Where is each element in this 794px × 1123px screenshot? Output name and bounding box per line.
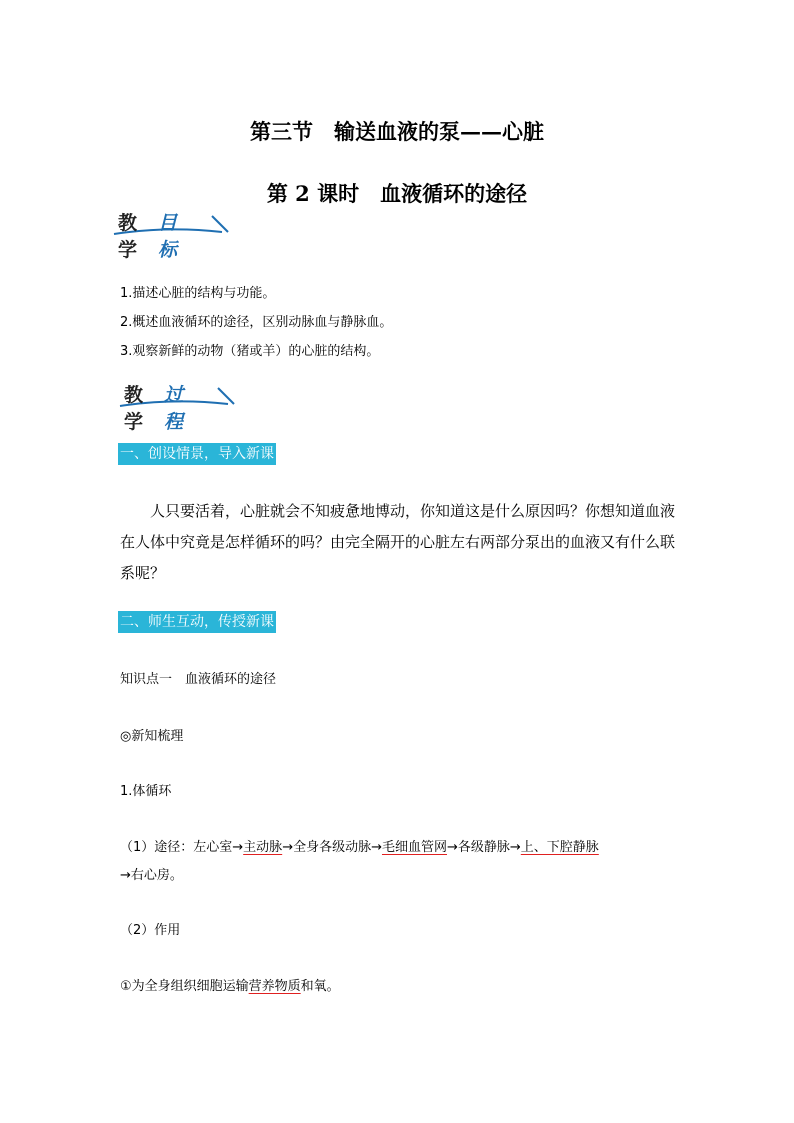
path-text: →各级静脉→ bbox=[447, 840, 521, 855]
function-text: ①为全身组织细胞运输 bbox=[120, 979, 249, 994]
function-text: 和氧。 bbox=[300, 979, 340, 994]
goal-item: 2.概述血液循环的途径，区别动脉血与静脉血。 bbox=[120, 315, 393, 330]
goal-item: 1.描述心脏的结构与功能。 bbox=[120, 286, 276, 301]
path-prefix: （1）途径：左心室→ bbox=[120, 840, 244, 855]
path-text: →全身各级动脉→ bbox=[282, 840, 382, 855]
badge-text-mubiao: 目标 bbox=[158, 212, 178, 261]
knowledge-point-heading: 知识点一 血液循环的途径 bbox=[120, 672, 277, 687]
answer-blank: 营养物质 bbox=[248, 979, 301, 994]
badge-text-jiaoxue: 教学 bbox=[124, 384, 144, 433]
answer-blank: 主动脉 bbox=[243, 840, 283, 855]
section-banner-teaching: 二、师生互动，传授新课 bbox=[118, 611, 276, 633]
section-banner-intro: 一、创设情景，导入新课 bbox=[118, 443, 276, 465]
function-heading: （2）作用 bbox=[120, 923, 181, 938]
circulation-path-end: →右心房。 bbox=[120, 868, 183, 883]
function-item-1 bbox=[120, 975, 340, 994]
goal-item: 3.观察新鲜的动物（猪或羊）的心脏的结构。 bbox=[120, 344, 380, 359]
page-title: 第三节 输送血液的泵——心脏 bbox=[250, 119, 544, 144]
answer-blank: 上、下腔静脉 bbox=[520, 840, 599, 855]
badge-text-guocheng: 过程 bbox=[164, 384, 184, 433]
lesson-subtitle: 第 2 课时 血液循环的途径 bbox=[266, 181, 528, 206]
new-knowledge-label: ◎新知梳理 bbox=[120, 729, 184, 744]
circulation-path-line bbox=[120, 836, 599, 855]
systemic-circulation-heading: 1.体循环 bbox=[120, 784, 172, 799]
badge-text-jiaoxue: 教学 bbox=[118, 212, 138, 261]
intro-paragraph: 人只要活着，心脏就会不知疲惫地博动，你知道这是什么原因吗？你想知道血液在人体中究竟是怎样循环的吗？由完全隔开的心脏左右两部分泵出的血液又有什么联系呢？ bbox=[120, 502, 676, 582]
answer-blank: 毛细血管网 bbox=[381, 840, 447, 855]
